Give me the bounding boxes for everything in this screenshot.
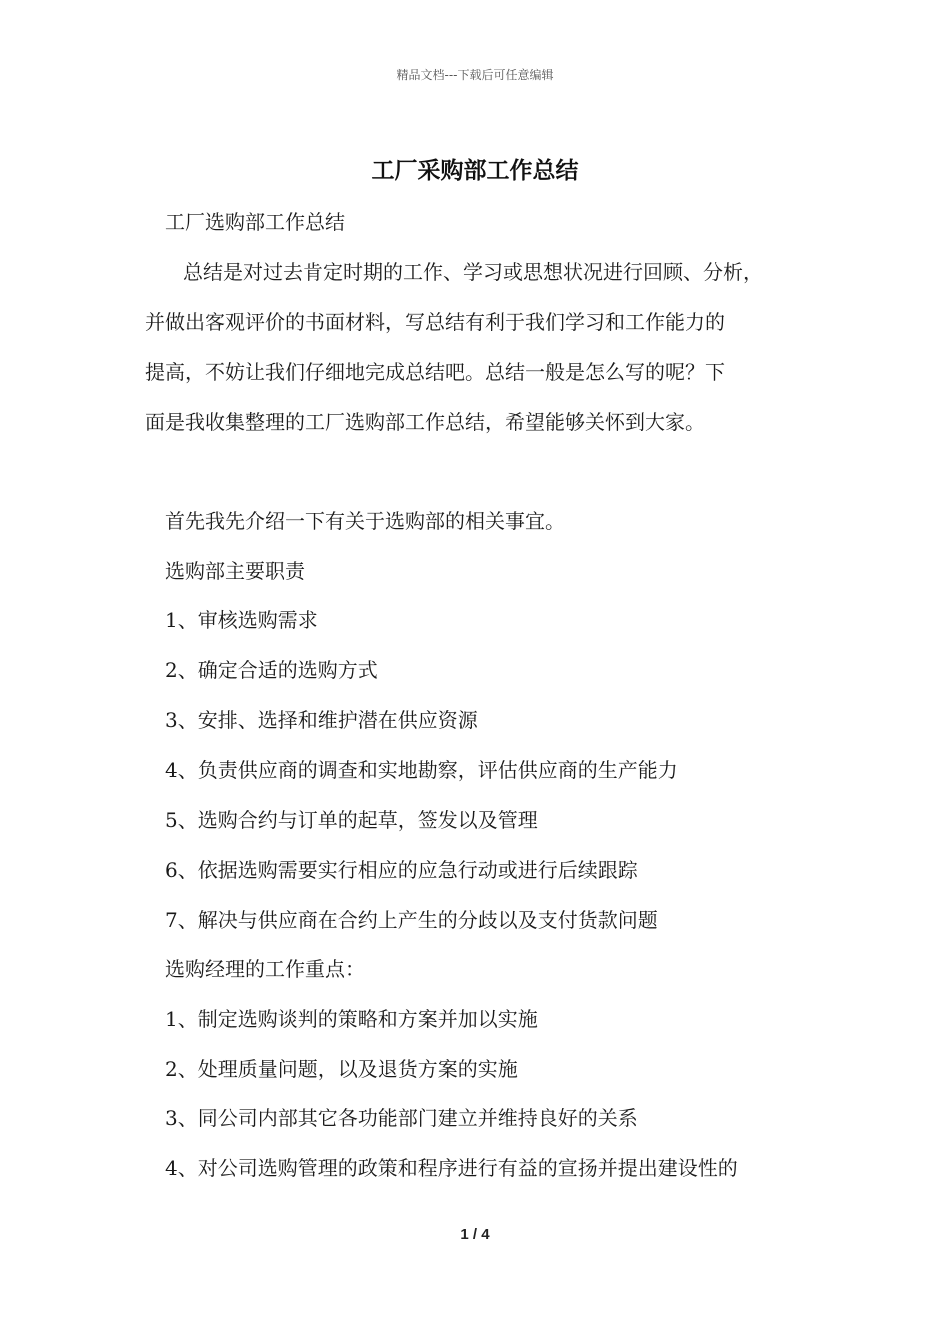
page-number: 1 / 4 bbox=[460, 1226, 490, 1243]
focus-item: 3、同公司内部其它各功能部门建立并维持良好的关系 bbox=[165, 1106, 638, 1130]
section-heading: 工厂选购部工作总结 bbox=[165, 210, 345, 234]
duty-item: 1、审核选购需求 bbox=[165, 608, 318, 632]
focus-item: 4、对公司选购管理的政策和程序进行有益的宣扬并提出建设性的 bbox=[165, 1156, 738, 1180]
duty-item: 4、负责供应商的调查和实地勘察，评估供应商的生产能力 bbox=[165, 758, 678, 782]
manager-focus-heading: 选购经理的工作重点： bbox=[165, 957, 365, 981]
duty-item: 5、选购合约与订单的起草，签发以及管理 bbox=[165, 808, 538, 832]
duty-item: 6、依据选购需要实行相应的应急行动或进行后续跟踪 bbox=[165, 858, 638, 882]
duty-item: 3、安排、选择和维护潜在供应资源 bbox=[165, 708, 478, 732]
intro-line-4: 面是我收集整理的工厂选购部工作总结，希望能够关怀到大家。 bbox=[145, 410, 705, 434]
document-title: 工厂采购部工作总结 bbox=[371, 157, 579, 184]
duty-item: 2、确定合适的选购方式 bbox=[165, 658, 378, 682]
focus-item: 2、处理质量问题，以及退货方案的实施 bbox=[165, 1057, 518, 1081]
intro-line-3: 提高，不妨让我们仔细地完成总结吧。总结一般是怎么写的呢？下 bbox=[145, 360, 725, 384]
intro-sentence: 首先我先介绍一下有关于选购部的相关事宜。 bbox=[165, 509, 565, 533]
intro-line-1: 总结是对过去肯定时期的工作、学习或思想状况进行回顾、分析， bbox=[183, 260, 763, 284]
header-note: 精品文档---下载后可任意编辑 bbox=[396, 68, 554, 82]
duties-heading: 选购部主要职责 bbox=[165, 559, 305, 583]
intro-line-2: 并做出客观评价的书面材料，写总结有利于我们学习和工作能力的 bbox=[145, 310, 725, 334]
focus-item: 1、制定选购谈判的策略和方案并加以实施 bbox=[165, 1007, 538, 1031]
duty-item: 7、解决与供应商在合约上产生的分歧以及支付货款问题 bbox=[165, 908, 658, 932]
